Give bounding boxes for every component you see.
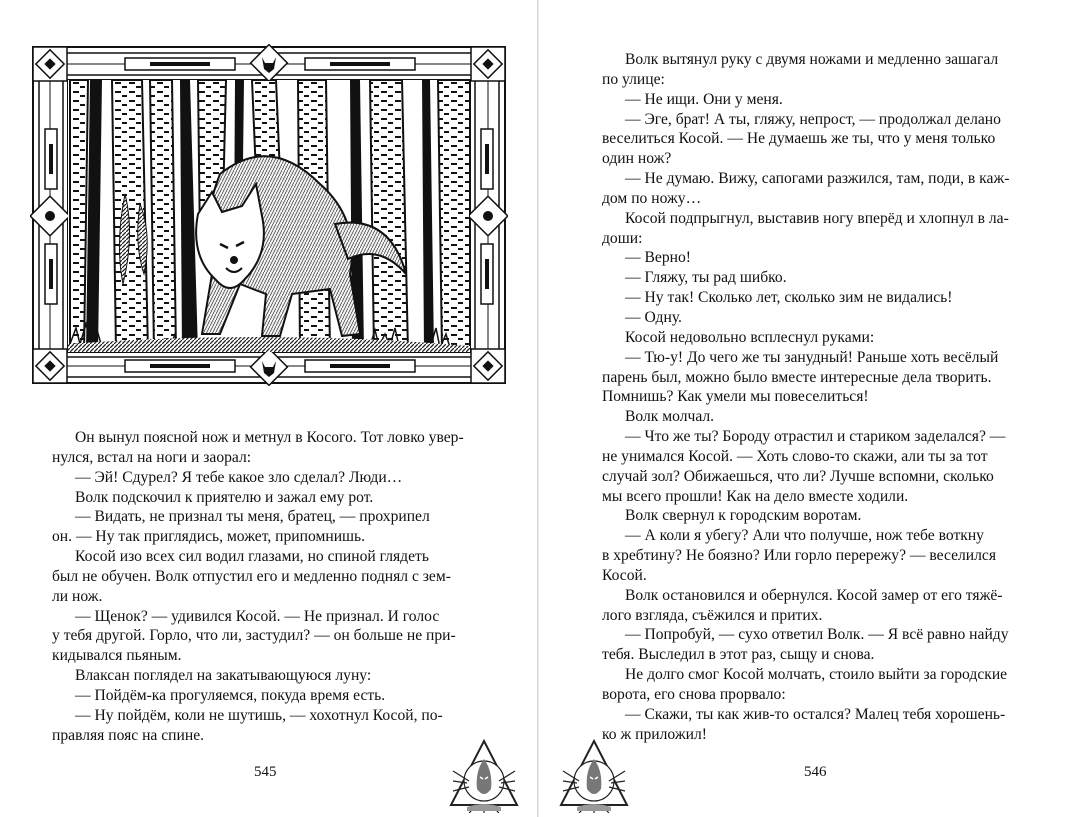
text-line: он. — Ну так приглядись, может, припомнишь. bbox=[52, 528, 366, 546]
text-line: — Гляжу, ты рад шибко. bbox=[625, 269, 787, 287]
text-line: — Попробуй, — сухо ответил Волк. — Я всё равно найду bbox=[625, 626, 1009, 644]
text-line: — Эге, брат! А ты, гляжу, непрост, — продолжал делано bbox=[625, 110, 1001, 128]
text-line: у тебя другой. Горло, что ли, застудил? — он больше не при- bbox=[52, 627, 456, 645]
text-line: — Тю-у! До чего же ты занудный! Раньше хоть весёлый bbox=[625, 348, 999, 366]
text-line: — Скажи, ты как жив-то остался? Малец тебя хорошень- bbox=[625, 705, 1006, 723]
text-line: Косой. bbox=[602, 566, 647, 584]
text-line: ко ж приложил! bbox=[602, 725, 707, 743]
text-line: парень был, можно было вместе интересные дела творить. bbox=[602, 368, 992, 386]
text-line: мы всего прошли! Как на дело вместе ходили. bbox=[602, 487, 909, 505]
text-line: — Не думаю. Вижу, сапогами разжился, там, поди, в каж- bbox=[625, 170, 1010, 188]
text-line: — Что же ты? Бороду отрастил и стариком заделался? — bbox=[625, 428, 1006, 446]
text-line: Он вынул поясной нож и метнул в Косого. Тот ловко увер- bbox=[75, 429, 464, 446]
right-page bbox=[539, 0, 1074, 817]
text-line: Косой подпрыгнул, выставив ногу вперёд и хлопнул в ла- bbox=[625, 209, 1009, 227]
text-line: Волк вытянул руку с двумя ножами и медленно зашагал bbox=[625, 51, 999, 68]
text-line: Не долго смог Косой молчать, стоило выйти за городские bbox=[625, 666, 1008, 684]
page-number: 546 bbox=[804, 764, 827, 780]
text-line: Волк остановился и обернулся. Косой замер от его тяжё- bbox=[625, 586, 1003, 604]
text-line: Волк молчал. bbox=[625, 408, 715, 426]
text-line: — Щенок? — удивился Косой. — Не признал. И голос bbox=[75, 607, 440, 625]
text-line: случай зол? Обижаешься, что ли? Лучше вспомни, сколько bbox=[602, 467, 994, 485]
wolf-forest-illustration bbox=[30, 44, 508, 386]
text-line: — А коли я убегу? Али что получше, нож тебе воткну bbox=[625, 527, 984, 545]
text-line: — Не ищи. Они у меня. bbox=[625, 90, 783, 108]
wolf-emblem-icon bbox=[447, 737, 521, 813]
text-line: кидывался пьяным. bbox=[52, 647, 182, 665]
text-line: один нож? bbox=[602, 150, 672, 168]
text-line: по улице: bbox=[602, 70, 665, 88]
text-line: — Ну так! Сколько лет, сколько зим не видались! bbox=[625, 289, 953, 307]
text-line: — Верно! bbox=[625, 249, 691, 267]
text-line: Косой недовольно всплеснул руками: bbox=[625, 328, 875, 346]
text-line: — Пойдём-ка прогуляемся, покуда время есть. bbox=[75, 686, 386, 704]
text-line: Влаксан поглядел на закатывающуюся луну: bbox=[75, 667, 372, 685]
text-line: лого взгляда, съёжился и притих. bbox=[602, 606, 823, 624]
left-page-text bbox=[52, 428, 479, 746]
text-line: доши: bbox=[602, 229, 643, 247]
text-line: ли нож. bbox=[52, 587, 103, 605]
text-line: веселиться Косой. — Не думаешь же ты, что у меня только bbox=[602, 130, 996, 148]
text-line: нулся, встал на ноги и заорал: bbox=[52, 448, 252, 466]
text-line: правляя пояс на спине. bbox=[52, 726, 205, 744]
text-line: — Одну. bbox=[625, 308, 682, 326]
chapter-illustration bbox=[30, 44, 508, 386]
text-line: тебя. Выследил в этот раз, сыщу и снова. bbox=[602, 646, 875, 664]
text-line: — Видать, не признал ты меня, братец, — прохрипел bbox=[75, 508, 430, 526]
text-line: — Ну пойдём, коли не шутишь, — хохотнул Косой, по- bbox=[75, 706, 443, 724]
text-line: — Эй! Сдурел? Я тебе какое зло сделал? Люди… bbox=[75, 468, 403, 486]
text-line: дом по ножу… bbox=[602, 189, 702, 207]
text-line: в хребтину? Не боязно? Или горло перережу? — веселился bbox=[602, 547, 997, 565]
text-line: Помнишь? Как умели мы повеселиться! bbox=[602, 388, 869, 406]
page-number: 545 bbox=[254, 764, 277, 780]
wolf-emblem-icon bbox=[557, 737, 631, 813]
text-line: Волк свернул к городским воротам. bbox=[625, 507, 862, 525]
right-page-text bbox=[602, 50, 1028, 745]
text-line: был не обучен. Волк отпустил его и медленно поднял с зем- bbox=[52, 567, 451, 585]
text-line: Волк подскочил к приятелю и зажал ему рот. bbox=[75, 488, 374, 506]
text-line: Косой изо всех сил водил глазами, но спиной глядеть bbox=[75, 548, 429, 566]
text-line: не унимался Косой. — Хоть слово-то скажи, али ты за тот bbox=[602, 447, 988, 465]
text-line: ворота, его снова прорвало: bbox=[602, 686, 786, 703]
